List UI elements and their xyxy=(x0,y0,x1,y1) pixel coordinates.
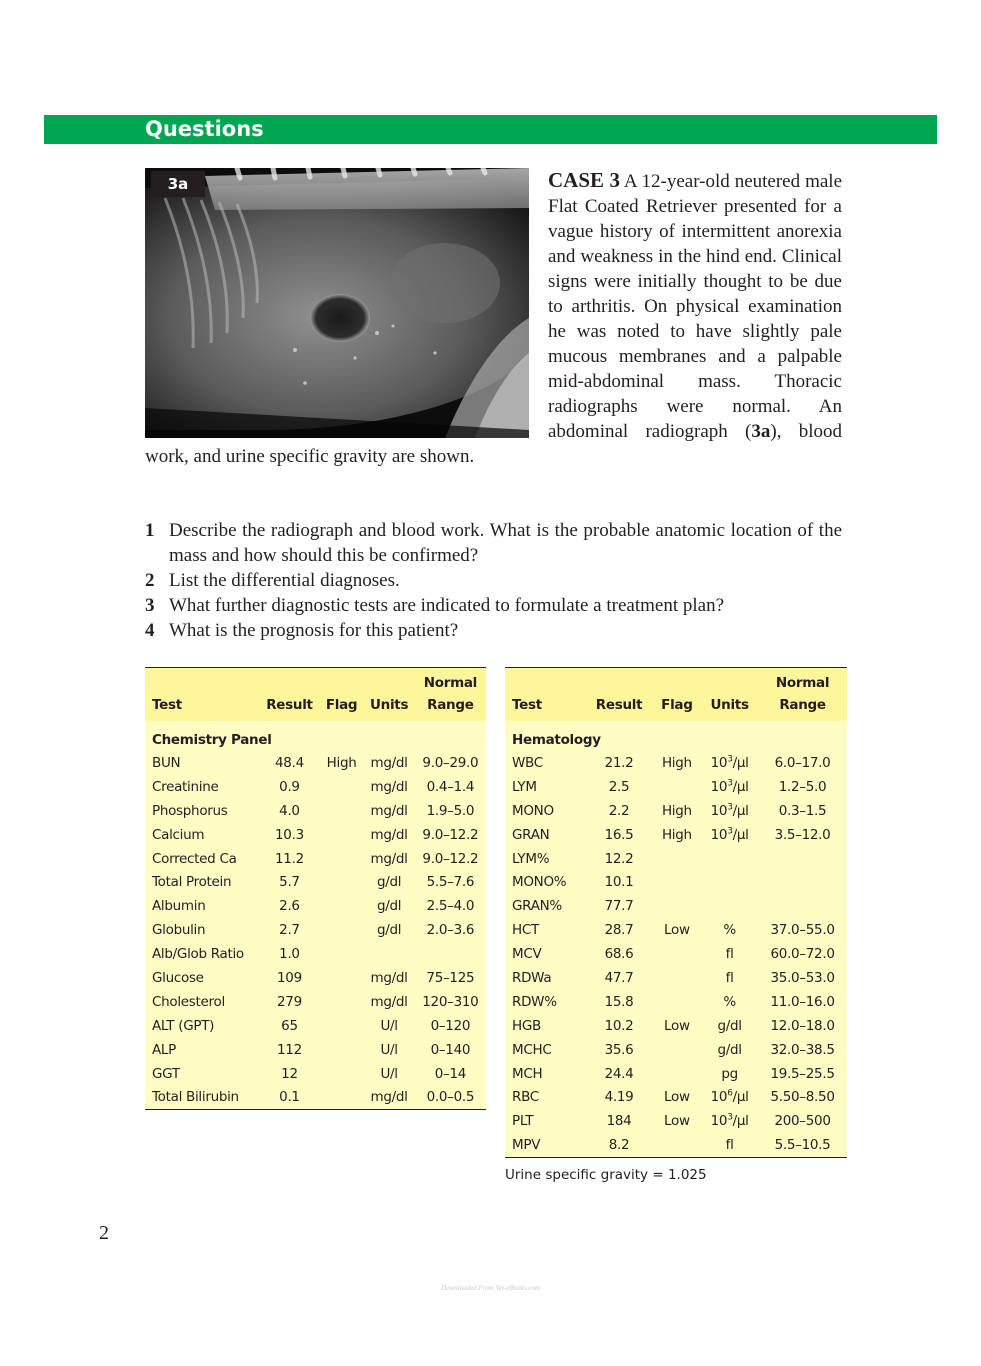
header-range xyxy=(415,668,486,722)
cell-flag xyxy=(320,918,364,942)
cell-range: 5.5–10.5 xyxy=(774,1137,831,1154)
cell-test: Globulin xyxy=(152,922,206,939)
cell-result: 112 xyxy=(277,1041,302,1058)
cell-flag xyxy=(320,1038,364,1062)
cell-flag: Low xyxy=(664,1089,690,1106)
cell-result: 10.1 xyxy=(604,874,634,891)
cell-result: 65 xyxy=(281,1017,298,1034)
question-number: 4 xyxy=(145,620,155,641)
cell-flag xyxy=(320,966,364,990)
cell-range xyxy=(758,847,847,871)
cell-result: 4.0 xyxy=(279,802,300,819)
cell-test: RDW% xyxy=(512,993,557,1010)
units-rest: /µl xyxy=(732,778,749,795)
cell-range: 2.0–3.6 xyxy=(426,922,475,939)
cell-test: MONO xyxy=(512,802,554,819)
cell-flag: High xyxy=(661,826,692,843)
figure-label: 3a xyxy=(151,171,205,197)
header-result: Result xyxy=(266,697,313,713)
table-row xyxy=(145,942,486,966)
table-row xyxy=(145,990,486,1014)
cell-result: 11.2 xyxy=(275,850,304,867)
cell-range: 9.0–29.0 xyxy=(422,754,479,771)
units-base: 10 xyxy=(710,826,728,843)
cell-range: 19.5–25.5 xyxy=(770,1065,835,1082)
cell-units xyxy=(701,1133,758,1157)
cell-flag xyxy=(653,1038,702,1062)
figure-reference: 3a xyxy=(751,421,771,442)
cell-range: 60.0–72.0 xyxy=(770,946,835,963)
cell-flag xyxy=(320,894,364,918)
cell-result: 68.6 xyxy=(604,946,634,963)
units-base: pg xyxy=(721,1065,738,1082)
table-row xyxy=(505,847,847,871)
cell-range: 11.0–16.0 xyxy=(770,993,835,1010)
question-item xyxy=(145,568,842,593)
cell-units xyxy=(701,1038,758,1062)
cell-range: 2.5–4.0 xyxy=(426,898,475,915)
page-number: 2 xyxy=(99,1222,109,1244)
cell-test: Phosphorus xyxy=(152,802,228,819)
cell-test: ALT (GPT) xyxy=(152,1017,215,1034)
units-rest: /µl xyxy=(732,1113,749,1130)
cell-range: 0.0–0.5 xyxy=(426,1089,475,1106)
cell-test: HGB xyxy=(512,1017,541,1034)
units-base: % xyxy=(723,993,736,1010)
table-row xyxy=(505,799,847,823)
question-item xyxy=(145,593,842,618)
cell-test: WBC xyxy=(512,754,543,771)
cell-result: 47.7 xyxy=(604,969,634,986)
cell-range: 120–310 xyxy=(422,993,479,1010)
question-number: 3 xyxy=(145,595,155,616)
cell-units xyxy=(701,894,758,918)
cell-test: PLT xyxy=(512,1113,534,1130)
cell-units xyxy=(701,1062,758,1086)
cell-result: 109 xyxy=(277,969,302,986)
cell-flag xyxy=(653,870,702,894)
section-title: Questions xyxy=(145,117,264,141)
cell-units: U/l xyxy=(380,1065,398,1082)
cell-range: 9.0–12.2 xyxy=(422,850,479,867)
units-exponent: 3 xyxy=(727,802,733,813)
table-row xyxy=(505,1109,847,1133)
table-row xyxy=(505,990,847,1014)
cell-result: 16.5 xyxy=(604,826,634,843)
cell-flag xyxy=(320,990,364,1014)
hematology-table xyxy=(505,667,847,1158)
cell-units: mg/dl xyxy=(370,850,408,867)
header-units: Units xyxy=(710,697,749,713)
cell-units: g/dl xyxy=(376,922,402,939)
cell-flag xyxy=(320,870,364,894)
table-row xyxy=(145,823,486,847)
table-section-row xyxy=(145,721,486,751)
cell-flag xyxy=(653,1133,702,1157)
table-row xyxy=(145,1062,486,1086)
case-text-a: A 12-year-old neutered male Flat Coated Retriever presented for a vague history of intermittent anorexia and weakness in the hind end. Clinical signs were initially thought to be due to arthritis. On physical examination he was noted to have slightly pale mucous membranes and a palpable mid-abdominal mass. Thoracic radiographs were normal. An abdominal radiograph ( xyxy=(548,171,842,442)
cell-test: Glucose xyxy=(152,969,204,986)
cell-range: 9.0–12.2 xyxy=(422,826,479,843)
table-row xyxy=(145,1014,486,1038)
question-text: List the differential diagnoses. xyxy=(169,570,400,591)
cell-result: 279 xyxy=(277,993,302,1010)
cell-units xyxy=(701,990,758,1014)
units-base: fl xyxy=(725,1137,734,1154)
cell-test: LYM xyxy=(512,778,537,795)
cell-flag xyxy=(653,775,702,799)
cell-flag: High xyxy=(326,754,357,771)
cell-units xyxy=(701,1014,758,1038)
cell-range: 3.5–12.0 xyxy=(774,826,831,843)
cell-units xyxy=(701,751,758,775)
units-base: 10 xyxy=(710,1113,728,1130)
cell-result: 184 xyxy=(606,1113,632,1130)
cell-test: Albumin xyxy=(152,898,206,915)
header-range-line2: Range xyxy=(779,697,826,713)
cell-result: 35.6 xyxy=(604,1041,634,1058)
cell-units xyxy=(701,823,758,847)
cell-units xyxy=(701,942,758,966)
question-list xyxy=(145,518,842,643)
cell-test: GGT xyxy=(152,1065,180,1082)
cell-flag xyxy=(320,942,364,966)
cell-units: mg/dl xyxy=(370,993,408,1010)
cell-range: 0–120 xyxy=(430,1017,471,1034)
header-test: Test xyxy=(152,697,182,713)
table-row xyxy=(145,894,486,918)
table-row xyxy=(145,918,486,942)
header-range-line1: Normal xyxy=(423,675,477,691)
question-text: What is the prognosis for this patient? xyxy=(169,620,459,641)
section-label: Chemistry Panel xyxy=(152,732,272,748)
cell-units xyxy=(701,847,758,871)
cell-units: mg/dl xyxy=(370,1089,408,1106)
cell-units: mg/dl xyxy=(370,826,408,843)
table-row xyxy=(145,870,486,894)
table-row xyxy=(145,847,486,871)
cell-test: GRAN xyxy=(512,826,550,843)
cell-test: MCV xyxy=(512,946,542,963)
question-number: 1 xyxy=(145,520,155,541)
cell-flag: Low xyxy=(664,1113,690,1130)
units-rest: /µl xyxy=(732,826,749,843)
header-test: Test xyxy=(512,697,542,713)
cell-range: 0.3–1.5 xyxy=(778,802,827,819)
cell-units: U/l xyxy=(380,1017,398,1034)
table-section-row xyxy=(505,721,847,751)
table-row xyxy=(145,1085,486,1109)
units-exponent: 6 xyxy=(727,1088,733,1099)
cell-test: ALP xyxy=(152,1041,176,1058)
cell-result: 8.2 xyxy=(608,1137,630,1154)
cell-test: MCHC xyxy=(512,1041,552,1058)
case-heading: CASE 3 xyxy=(548,168,620,192)
header-range-line1: Normal xyxy=(775,675,830,691)
units-base: 10 xyxy=(710,1089,728,1106)
cell-units: mg/dl xyxy=(370,969,408,986)
cell-units xyxy=(701,1109,758,1133)
cell-flag xyxy=(320,1062,364,1086)
table-row xyxy=(145,751,486,775)
cell-range xyxy=(415,942,486,966)
cell-test: MCH xyxy=(512,1065,543,1082)
cell-flag xyxy=(653,990,702,1014)
cell-result: 1.0 xyxy=(279,946,300,963)
cell-result: 77.7 xyxy=(604,898,634,915)
units-base: g/dl xyxy=(717,1041,742,1058)
cell-units: U/l xyxy=(380,1041,398,1058)
table-row xyxy=(505,894,847,918)
table-row xyxy=(505,1085,847,1109)
table-row xyxy=(505,870,847,894)
table-header-row xyxy=(145,668,486,722)
cell-test: Total Protein xyxy=(152,874,232,891)
table-row xyxy=(505,751,847,775)
cell-flag xyxy=(653,894,702,918)
cell-test: Creatinine xyxy=(152,778,219,795)
units-exponent: 3 xyxy=(727,754,733,765)
table-row xyxy=(505,918,847,942)
cell-result: 0.9 xyxy=(279,778,300,795)
cell-test: BUN xyxy=(152,754,181,771)
section-label: Hematology xyxy=(512,732,601,748)
table-row xyxy=(505,823,847,847)
cell-flag: High xyxy=(661,802,692,819)
cell-flag xyxy=(320,847,364,871)
cell-flag: Low xyxy=(664,922,690,939)
units-base: fl xyxy=(725,969,734,986)
question-item xyxy=(145,518,842,568)
units-rest: /µl xyxy=(732,802,749,819)
cell-range: 37.0–55.0 xyxy=(770,922,835,939)
header-flag: Flag xyxy=(661,697,693,713)
table-row xyxy=(505,1014,847,1038)
header-range-line2: Range xyxy=(427,697,474,713)
table-row xyxy=(505,775,847,799)
cell-test: Alb/Glob Ratio xyxy=(152,946,244,963)
case-description xyxy=(145,168,842,469)
cell-result: 48.4 xyxy=(275,754,304,771)
table-row xyxy=(145,966,486,990)
cell-flag xyxy=(320,799,364,823)
cell-result: 15.8 xyxy=(604,993,634,1010)
cell-units: mg/dl xyxy=(370,778,408,795)
cell-flag: Low xyxy=(664,1017,690,1034)
cell-flag xyxy=(653,942,702,966)
table-row xyxy=(145,799,486,823)
cell-test: Calcium xyxy=(152,826,205,843)
cell-flag: High xyxy=(661,754,692,771)
units-base: fl xyxy=(725,946,734,963)
cell-range: 6.0–17.0 xyxy=(774,754,831,771)
units-rest: /µl xyxy=(732,1089,749,1106)
cell-range: 0–140 xyxy=(430,1041,471,1058)
cell-flag xyxy=(653,1062,702,1086)
cell-flag xyxy=(320,1085,364,1109)
cell-range: 200–500 xyxy=(774,1113,831,1130)
table-row xyxy=(145,1038,486,1062)
cell-result: 2.2 xyxy=(608,802,630,819)
table-row xyxy=(505,1038,847,1062)
cell-range: 1.9–5.0 xyxy=(426,802,475,819)
cell-test: RDWa xyxy=(512,969,552,986)
case-text-b: ), blood work, and urine specific gravity are shown. xyxy=(145,421,842,467)
cell-test: Total Bilirubin xyxy=(152,1089,239,1106)
cell-flag xyxy=(653,847,702,871)
cell-units xyxy=(701,1085,758,1109)
cell-flag xyxy=(320,1014,364,1038)
question-number: 2 xyxy=(145,570,155,591)
cell-test: MPV xyxy=(512,1137,541,1154)
table-row xyxy=(505,942,847,966)
cell-result: 10.2 xyxy=(604,1017,634,1034)
cell-range: 5.50–8.50 xyxy=(770,1089,835,1106)
question-text: What further diagnostic tests are indicated to formulate a treatment plan? xyxy=(169,595,724,616)
cell-result: 2.6 xyxy=(279,898,300,915)
cell-flag xyxy=(320,823,364,847)
figure-spacer xyxy=(145,168,548,438)
cell-range xyxy=(758,870,847,894)
cell-flag xyxy=(320,775,364,799)
cell-units xyxy=(701,870,758,894)
header-range xyxy=(758,668,847,722)
hematology-table-body xyxy=(505,721,847,1158)
cell-test: GRAN% xyxy=(512,898,562,915)
watermark: Downloaded From Vet-eBooks.com xyxy=(440,1284,541,1292)
table-row xyxy=(505,966,847,990)
section-header-bar xyxy=(44,115,937,144)
cell-result: 12 xyxy=(281,1065,298,1082)
cell-test: RBC xyxy=(512,1089,539,1106)
units-base: 10 xyxy=(710,754,728,771)
chemistry-table xyxy=(145,667,486,1110)
cell-range: 35.0–53.0 xyxy=(770,969,835,986)
table-row xyxy=(505,1133,847,1157)
cell-units: g/dl xyxy=(376,898,402,915)
cell-result: 24.4 xyxy=(604,1065,634,1082)
cell-result: 21.2 xyxy=(604,754,634,771)
cell-units xyxy=(363,942,414,966)
cell-units xyxy=(701,775,758,799)
urine-note: Urine specific gravity = 1.025 xyxy=(505,1167,707,1183)
cell-range: 32.0–38.5 xyxy=(770,1041,835,1058)
header-flag: Flag xyxy=(325,697,358,713)
cell-result: 2.5 xyxy=(608,778,630,795)
units-exponent: 3 xyxy=(727,778,733,789)
units-rest: /µl xyxy=(732,754,749,771)
cell-test: HCT xyxy=(512,922,539,939)
cell-result: 2.7 xyxy=(279,922,300,939)
units-base: 10 xyxy=(710,778,728,795)
header-result: Result xyxy=(595,697,643,713)
table-header-row xyxy=(505,668,847,722)
cell-range: 5.5–7.6 xyxy=(426,874,475,891)
cell-range: 0–14 xyxy=(434,1065,467,1082)
units-base: 10 xyxy=(710,802,728,819)
cell-range: 1.2–5.0 xyxy=(778,778,827,795)
units-base: % xyxy=(723,922,736,939)
cell-range xyxy=(758,894,847,918)
cell-flag xyxy=(653,966,702,990)
cell-test: Cholesterol xyxy=(152,993,225,1010)
question-text: Describe the radiograph and blood work. What is the probable anatomic location of the mass and how should this be confirmed? xyxy=(169,520,842,566)
table-row xyxy=(505,1062,847,1086)
cell-test: Corrected Ca xyxy=(152,850,237,867)
units-exponent: 3 xyxy=(727,1112,733,1123)
cell-result: 28.7 xyxy=(604,922,634,939)
cell-result: 12.2 xyxy=(604,850,634,867)
table-row xyxy=(145,775,486,799)
cell-test: LYM% xyxy=(512,850,550,867)
cell-units xyxy=(701,918,758,942)
cell-range: 75–125 xyxy=(426,969,475,986)
cell-result: 5.7 xyxy=(279,874,300,891)
cell-range: 0.4–1.4 xyxy=(426,778,475,795)
cell-result: 0.1 xyxy=(279,1089,300,1106)
question-item xyxy=(145,618,842,643)
header-units: Units xyxy=(369,697,409,713)
cell-units: mg/dl xyxy=(370,754,408,771)
cell-range: 12.0–18.0 xyxy=(770,1017,835,1034)
cell-test: MONO% xyxy=(512,874,567,891)
cell-result: 4.19 xyxy=(604,1089,634,1106)
cell-units: mg/dl xyxy=(370,802,408,819)
units-base: g/dl xyxy=(717,1017,742,1034)
cell-units xyxy=(701,799,758,823)
units-exponent: 3 xyxy=(727,826,733,837)
cell-result: 10.3 xyxy=(275,826,304,843)
chemistry-table-body xyxy=(145,721,486,1110)
cell-units xyxy=(701,966,758,990)
cell-units: g/dl xyxy=(376,874,402,891)
